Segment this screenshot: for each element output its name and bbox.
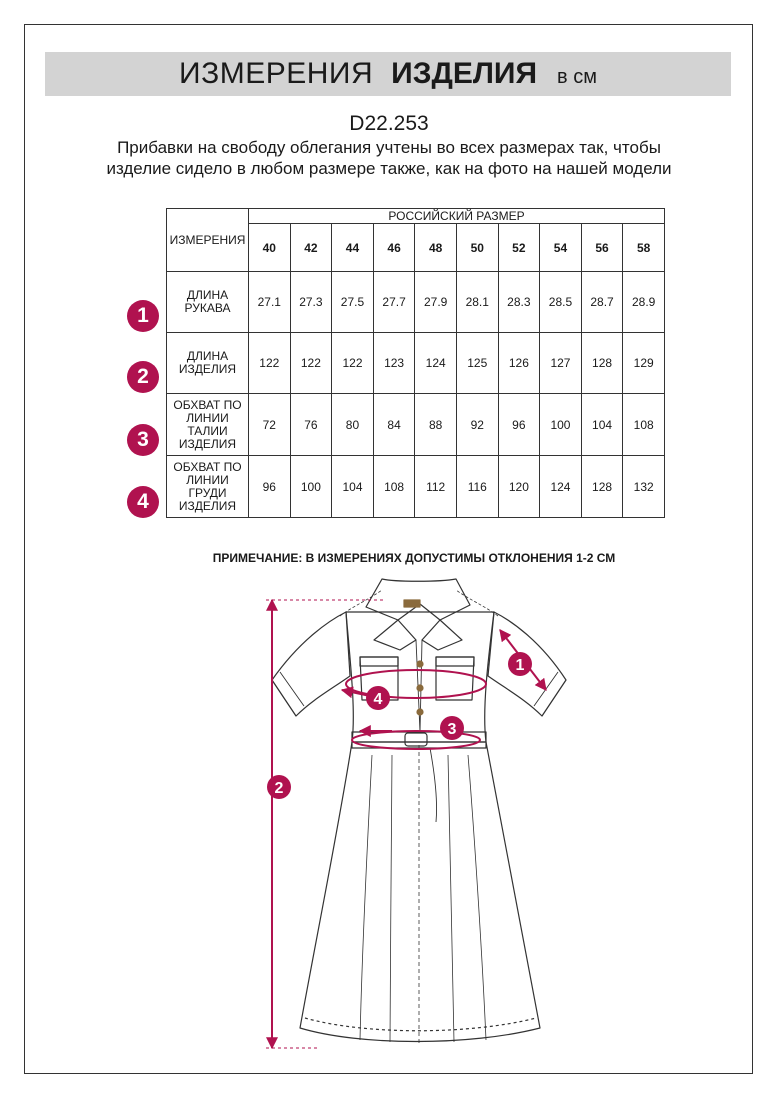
value-cell: 84 (373, 394, 415, 456)
size-header-cell: 50 (456, 224, 498, 272)
value-cell: 100 (290, 456, 332, 518)
row-label-line: ОБХВАТ ПО (173, 459, 242, 474)
value-cell: 122 (332, 333, 374, 394)
table-corner-label: ИЗМЕРЕНИЯ (167, 209, 249, 272)
marker-4 (366, 686, 390, 710)
value-cell: 124 (415, 333, 457, 394)
value-cell: 28.3 (498, 272, 540, 333)
value-cell: 96 (249, 456, 291, 518)
value-cell: 120 (498, 456, 540, 518)
value-cell: 132 (623, 456, 665, 518)
article-number: D22.253 (349, 112, 429, 135)
value-cell: 108 (373, 456, 415, 518)
value-cell: 28.1 (456, 272, 498, 333)
size-header-cell: 56 (581, 224, 623, 272)
value-cell: 127 (540, 333, 582, 394)
row-label-line: ЛИНИИ (186, 410, 229, 425)
title-word-product: ИЗДЕЛИЯ (391, 57, 538, 90)
svg-text:4: 4 (373, 691, 383, 708)
value-cell: 124 (540, 456, 582, 518)
value-cell: 112 (415, 456, 457, 518)
value-cell: 125 (456, 333, 498, 394)
marker-1 (508, 652, 532, 676)
value-cell: 116 (456, 456, 498, 518)
value-cell: 88 (415, 394, 457, 456)
value-cell: 126 (498, 333, 540, 394)
value-cell: 92 (456, 394, 498, 456)
value-cell: 96 (498, 394, 540, 456)
value-cell: 27.3 (290, 272, 332, 333)
deviation-note: ПРИМЕЧАНИЕ: В ИЗМЕРЕНИЯХ ДОПУСТИМЫ ОТКЛОНЕНИЯ 1-2 СМ (212, 551, 616, 565)
value-cell: 100 (540, 394, 582, 456)
value-cell: 123 (373, 333, 415, 394)
value-cell: 76 (290, 394, 332, 456)
value-cell: 28.9 (623, 272, 665, 333)
size-header-cell: 44 (332, 224, 374, 272)
size-group-label: РОССИЙСКИЙ РАЗМЕР (249, 209, 665, 224)
dress-outline (272, 579, 566, 1044)
size-header-cell: 46 (373, 224, 415, 272)
value-cell: 72 (249, 394, 291, 456)
row-number-badge: 1 (127, 300, 159, 332)
value-cell: 104 (332, 456, 374, 518)
row-label-line: ИЗДЕЛИЯ (178, 498, 237, 513)
marker-2 (267, 775, 291, 799)
row-label-line: ЛИНИИ (186, 472, 229, 487)
value-cell: 27.1 (249, 272, 291, 333)
intro-text: Прибавки на свободу облегания учтены во всех размерах так, чтобы изделие сидело в любом размере также, как на фото на нашей модели (106, 138, 672, 178)
value-cell: 28.5 (540, 272, 582, 333)
row-label-line: РУКАВА (184, 301, 231, 315)
row-number-badge: 4 (127, 486, 159, 518)
row-number-badge: 3 (127, 424, 159, 456)
value-cell: 27.5 (332, 272, 374, 333)
size-header-cell: 48 (415, 224, 457, 272)
row-label-line: ТАЛИИ (187, 423, 228, 438)
value-cell: 28.7 (581, 272, 623, 333)
value-cell: 108 (623, 394, 665, 456)
row-label-line: ДЛИНА (186, 288, 229, 302)
value-cell: 128 (581, 333, 623, 394)
size-header-cell: 40 (249, 224, 291, 272)
row-number-badge: 2 (127, 361, 159, 393)
svg-text:3: 3 (447, 721, 457, 738)
value-cell: 27.7 (373, 272, 415, 333)
row-label-line: ОБХВАТ ПО (173, 397, 242, 412)
row-label-line: ИЗДЕЛИЯ (178, 436, 237, 451)
svg-text:1: 1 (515, 657, 525, 674)
size-header-cell: 54 (540, 224, 582, 272)
svg-text:2: 2 (274, 780, 284, 797)
value-cell: 27.9 (415, 272, 457, 333)
title-word-measurements: ИЗМЕРЕНИЯ (179, 57, 374, 90)
marker-3 (440, 716, 464, 740)
size-header-cell: 52 (498, 224, 540, 272)
size-header-cell: 58 (623, 224, 665, 272)
row-label-line: ГРУДИ (188, 485, 227, 500)
value-cell: 80 (332, 394, 374, 456)
row-label-line: ДЛИНА (186, 349, 229, 363)
value-cell: 104 (581, 394, 623, 456)
size-header-cell: 42 (290, 224, 332, 272)
value-cell: 129 (623, 333, 665, 394)
value-cell: 122 (290, 333, 332, 394)
row-label-line: ИЗДЕЛИЯ (178, 362, 237, 376)
value-cell: 128 (581, 456, 623, 518)
title-unit: в см (557, 66, 597, 88)
value-cell: 122 (249, 333, 291, 394)
measurement-guides (266, 600, 546, 1048)
